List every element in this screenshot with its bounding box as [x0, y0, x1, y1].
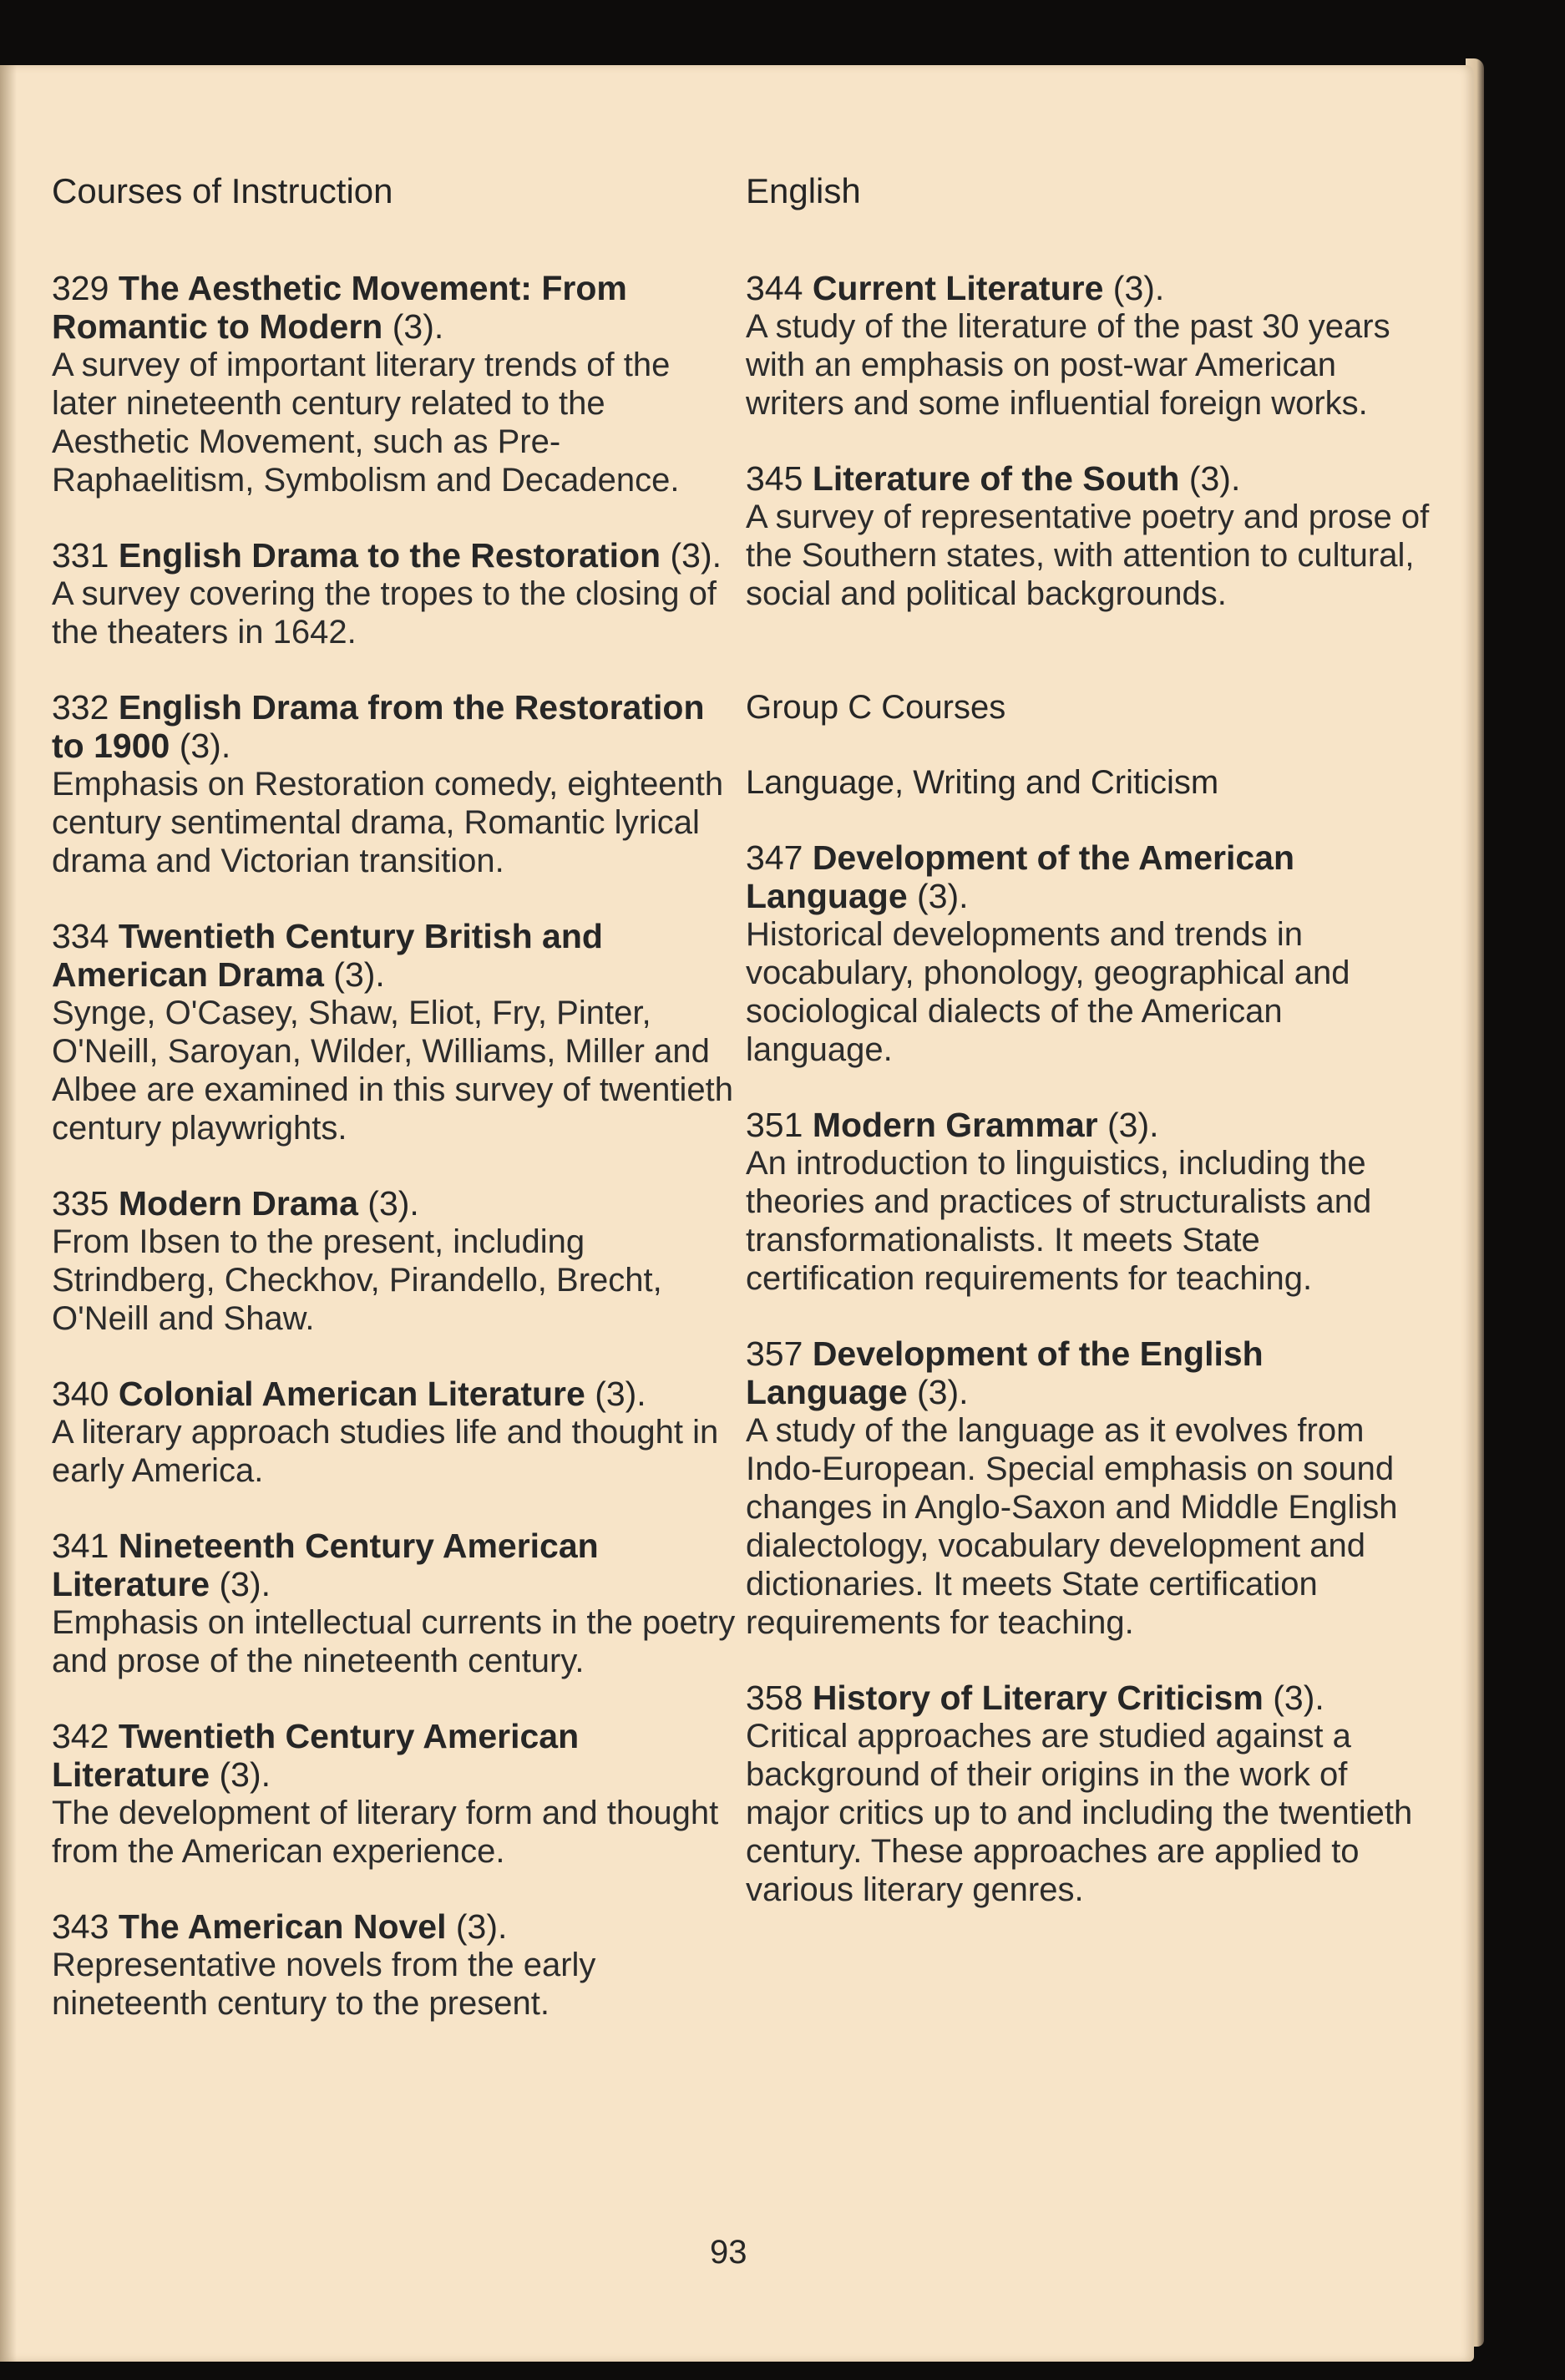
course-name: Literature of the South — [812, 459, 1180, 498]
course-credits: (3). — [1273, 1679, 1324, 1717]
course-description: Emphasis on intellectual currents in the poetry and prose of the nineteenth century. — [52, 1604, 736, 1679]
course-description: A survey covering the tropes to the closing of the theaters in 1642. — [52, 575, 717, 651]
course-credits: (3). — [219, 1565, 271, 1603]
course-name: Twentieth Century British and American Drama — [52, 917, 603, 994]
course-number: 341 — [52, 1527, 109, 1565]
course-credits: (3). — [1112, 269, 1165, 307]
binding-shadow — [0, 65, 17, 2362]
course-name: Nineteenth Century American Literature — [52, 1527, 599, 1603]
course-entry — [746, 838, 1431, 1069]
course-number: 342 — [52, 1717, 109, 1755]
page-number: 93 — [710, 2234, 747, 2271]
course-title — [746, 1679, 1431, 1717]
course-description: A study of the language as it evolves from Indo-European. Special emphasis on sound changes in Anglo-Saxon and Middle English dialectology, vocabulary development and dictionaries. It meets State certification requirements for teaching. — [746, 1412, 1398, 1641]
course-name: Current Literature — [812, 269, 1104, 307]
course-title — [52, 1717, 737, 1794]
course-description: A survey of important literary trends of the later nineteenth century related to the Aesthetic Movement, such as Pre-Raphaelitism, Symbolism and Decadence. — [52, 347, 680, 499]
course-description: A survey of representative poetry and prose of the Southern states, with attention to cultural, social and political backgrounds. — [746, 499, 1430, 612]
course-name: Colonial American Literature — [118, 1375, 585, 1413]
course-description: The development of literary form and thought from the American experience. — [52, 1795, 719, 1870]
course-title — [52, 1527, 737, 1603]
course-name: Twentieth Century American Literature — [52, 1717, 580, 1794]
course-title — [52, 269, 737, 346]
course-number: 334 — [52, 917, 109, 955]
right-column — [746, 269, 1431, 1946]
course-entry — [52, 1184, 737, 1338]
course-description: From Ibsen to the present, including Strindberg, Checkhov, Pirandello, Brecht, O'Neill and Shaw. — [52, 1223, 662, 1337]
course-credits: (3). — [1107, 1106, 1159, 1144]
course-description: Representative novels from the early nineteenth century to the present. — [52, 1947, 596, 2022]
course-title — [52, 1907, 737, 1946]
left-column — [52, 269, 737, 2059]
course-title — [746, 1334, 1431, 1411]
course-credits: (3). — [367, 1184, 419, 1223]
course-number: 345 — [746, 459, 803, 498]
course-number: 343 — [52, 1907, 109, 1946]
right-column-courses-a — [746, 269, 1431, 613]
course-name: The American Novel — [118, 1907, 447, 1946]
course-description: Historical developments and trends in vocabulary, phonology, geographical and sociological dialects of the American language. — [746, 916, 1350, 1068]
course-number: 357 — [746, 1334, 803, 1373]
course-credits: (3). — [670, 536, 722, 575]
course-entry — [746, 269, 1431, 423]
course-name: Modern Grammar — [812, 1106, 1098, 1144]
course-entry — [746, 1106, 1431, 1298]
course-entry — [52, 1375, 737, 1490]
course-entry — [52, 269, 737, 499]
course-entry — [52, 917, 737, 1147]
course-description: Emphasis on Restoration comedy, eighteenth century sentimental drama, Romantic lyrical drama and Victorian transition. — [52, 766, 724, 879]
course-entry — [746, 1334, 1431, 1642]
course-name: English Drama from the Restoration to 1900 — [52, 688, 705, 765]
course-name: English Drama to the Restoration — [118, 536, 661, 575]
course-credits: (3). — [917, 1373, 969, 1411]
course-entry — [52, 1717, 737, 1871]
course-credits: (3). — [917, 877, 969, 915]
course-entry — [746, 1679, 1431, 1909]
course-description: An introduction to linguistics, including the theories and practices of structuralists and transformationalists. It meets State certification requirements for teaching. — [746, 1145, 1372, 1297]
course-name: History of Literary Criticism — [812, 1679, 1264, 1717]
course-entry — [746, 459, 1431, 613]
course-credits: (3). — [455, 1907, 508, 1946]
course-credits: (3). — [1188, 459, 1241, 498]
course-credits: (3). — [179, 727, 231, 765]
course-title — [52, 1375, 737, 1413]
course-credits: (3). — [333, 955, 385, 994]
course-entry — [52, 536, 737, 651]
course-entry — [52, 1527, 737, 1680]
course-description: A study of the literature of the past 30 years with an emphasis on post-war American writers and some influential foreign works. — [746, 308, 1390, 422]
course-title — [52, 917, 737, 994]
course-name: Development of the American Language — [746, 838, 1294, 915]
course-title — [52, 536, 737, 575]
course-number: 351 — [746, 1106, 803, 1144]
course-number: 329 — [52, 269, 109, 307]
course-number: 358 — [746, 1679, 803, 1717]
course-description: Critical approaches are studied against a background of their origins in the work of major critics up to and including the twentieth century. These approaches are applied to various literary genres. — [746, 1718, 1413, 1908]
course-number: 347 — [746, 838, 803, 877]
course-number: 331 — [52, 536, 109, 575]
course-description: A literary approach studies life and thought in early America. — [52, 1414, 719, 1489]
course-number: 332 — [52, 688, 109, 727]
group-subheading: Language, Writing and Criticism — [746, 764, 1219, 801]
course-name: The Aesthetic Movement: From Romantic to Modern — [52, 269, 627, 346]
course-number: 340 — [52, 1375, 109, 1413]
course-credits: (3). — [595, 1375, 646, 1413]
course-title — [52, 1184, 737, 1223]
course-number: 344 — [746, 269, 803, 307]
running-header-right: English — [746, 171, 861, 210]
course-title — [746, 459, 1431, 498]
running-header-left: Courses of Instruction — [52, 171, 393, 210]
course-name: Development of the English Language — [746, 1334, 1264, 1411]
course-entry — [52, 1907, 737, 2023]
course-credits: (3). — [392, 307, 444, 346]
course-title — [52, 688, 737, 765]
group-heading: Group C Courses — [746, 689, 1006, 726]
course-title — [746, 269, 1431, 307]
course-description: Synge, O'Casey, Shaw, Eliot, Fry, Pinter, O'Neill, Saroyan, Wilder, Williams, Miller and Albee are examined in this survey of twentieth century playwrights. — [52, 995, 733, 1147]
course-title — [746, 1106, 1431, 1144]
course-entry — [52, 688, 737, 880]
course-name: Modern Drama — [118, 1184, 358, 1223]
right-column-courses-b — [746, 838, 1431, 1909]
course-title — [746, 838, 1431, 915]
course-number: 335 — [52, 1184, 109, 1223]
course-credits: (3). — [219, 1755, 271, 1794]
